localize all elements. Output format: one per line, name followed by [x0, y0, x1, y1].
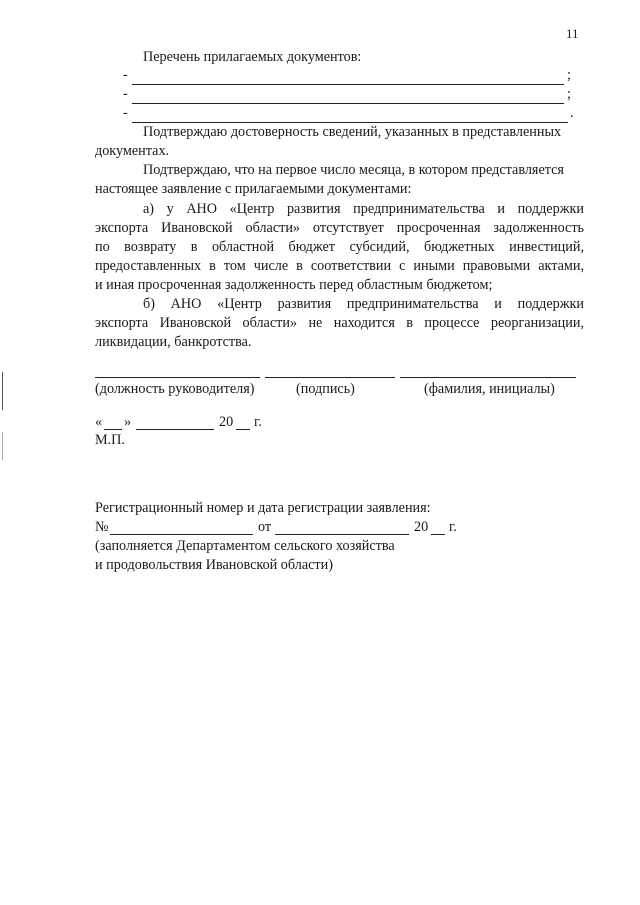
signature-position-line: [95, 377, 260, 378]
signature-sign-label: (подпись): [296, 381, 355, 397]
attachments-heading: Перечень прилагаемых документов:: [143, 49, 362, 65]
signature-sign-line: [265, 377, 395, 378]
stamp-label: М.П.: [95, 432, 125, 448]
item-a-line2: экспорта Ивановской области» отсутствует просроченная задолженность: [95, 220, 584, 236]
registration-heading: Регистрационный номер и дата регистрации заявления:: [95, 500, 431, 516]
date-month-blank: [136, 429, 214, 430]
registration-year-prefix: 20: [414, 519, 429, 535]
date-day-blank: [104, 429, 122, 430]
attachment-line-end: ;: [567, 67, 571, 83]
signature-name-label: (фамилия, инициалы): [424, 381, 555, 397]
signature-name-line: [400, 377, 576, 378]
margin-mark: [2, 372, 3, 410]
item-a-line1: а) у АНО «Центр развития предпринимательства и поддержки: [143, 201, 584, 217]
signature-position-label: (должность руководителя): [95, 381, 255, 397]
confirm2-line2: настоящее заявление с прилагаемыми документами:: [95, 181, 412, 197]
confirm2-line1: Подтверждаю, что на первое число месяца, в котором представляется: [143, 162, 564, 178]
registration-from: от: [258, 519, 272, 535]
item-a-line4: предоставленных в том числе в соответствии с иными правовыми актами,: [95, 258, 584, 274]
date-open-quote: «: [95, 414, 103, 430]
item-b-line3: ликвидации, банкротства.: [95, 334, 252, 350]
attachment-blank-line: [132, 122, 568, 123]
attachment-blank-line: [132, 84, 564, 85]
registration-date-blank: [275, 534, 409, 535]
item-b-line1: б) АНО «Центр развития предпринимательства и поддержки: [143, 296, 584, 312]
item-a-line3: по возврату в областной бюджет субсидий, бюджетных инвестиций,: [95, 239, 584, 255]
registration-year-suffix: г.: [449, 519, 457, 535]
confirm1-line1: Подтверждаю достоверность сведений, указанных в представленных: [143, 124, 562, 140]
registration-number-sign: №: [95, 519, 109, 535]
date-year-blank: [236, 429, 250, 430]
registration-number-blank: [110, 534, 253, 535]
item-a-line5: и иная просроченная задолженность перед областным бюджетом;: [95, 277, 493, 293]
date-year-suffix: г.: [254, 414, 262, 430]
attachment-line-end: ;: [567, 86, 571, 102]
date-close-quote: »: [124, 414, 132, 430]
registration-note-line2: и продовольствия Ивановской области): [95, 557, 333, 573]
item-b-line2: экспорта Ивановской области» не находится в процессе реорганизации,: [95, 315, 584, 331]
date-year-prefix: 20: [219, 414, 234, 430]
attachment-blank-line: [132, 103, 564, 104]
attachment-dash: -: [123, 67, 128, 83]
confirm1-line2: документах.: [95, 143, 170, 159]
attachment-dash: -: [123, 86, 128, 102]
margin-mark: [2, 432, 3, 460]
registration-note-line1: (заполняется Департаментом сельского хозяйства: [95, 538, 395, 554]
registration-year-blank: [431, 534, 445, 535]
attachment-dash: -: [123, 105, 128, 121]
attachment-line-end: .: [570, 105, 574, 121]
page-number: 11: [566, 26, 579, 41]
